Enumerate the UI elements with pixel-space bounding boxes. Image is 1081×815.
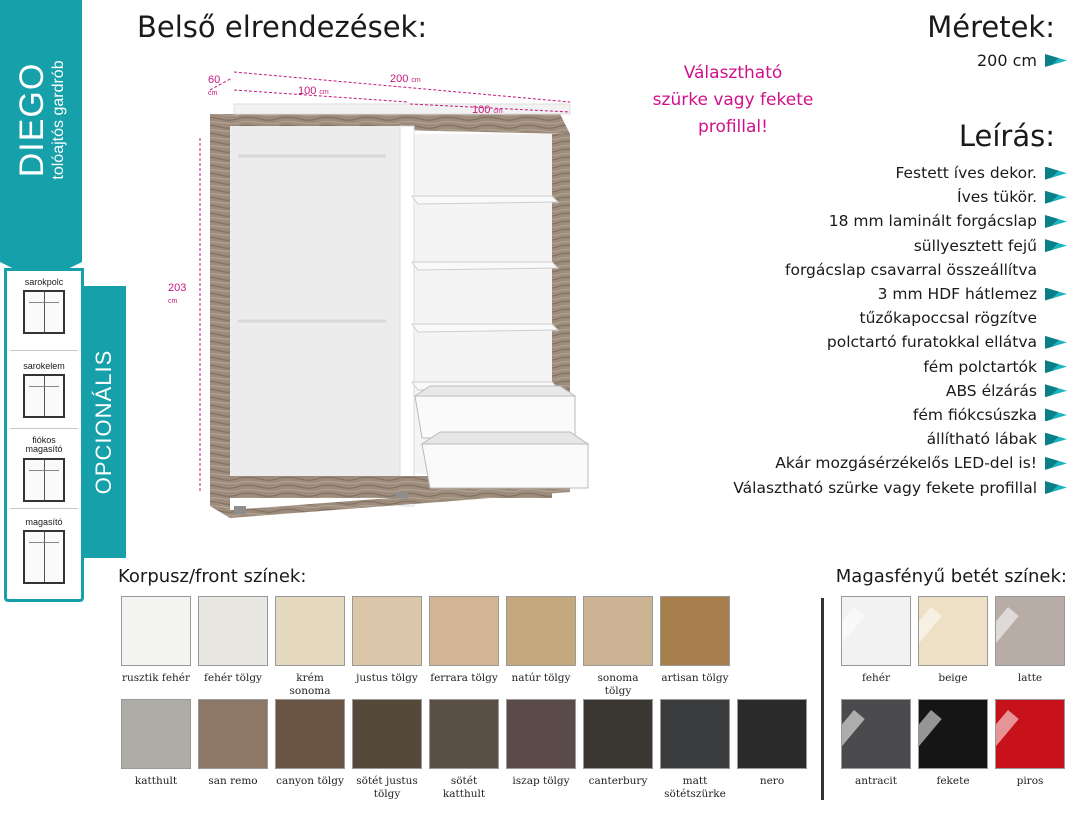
arrow-icon — [1045, 215, 1067, 228]
promo-line: profillal! — [698, 117, 768, 137]
color-name: justus tölgy — [356, 672, 418, 684]
brand-subtitle: tolóajtós gardrób — [50, 60, 67, 180]
color-swatch — [841, 699, 911, 788]
color-swatch — [918, 596, 988, 685]
profile-promo — [628, 60, 838, 141]
color-name: katthult — [134, 775, 178, 787]
dim-left-width-value: 100 — [298, 85, 317, 97]
divider — [10, 350, 78, 351]
color-name: fehér tölgy — [204, 672, 262, 684]
dim-right-width — [472, 104, 503, 116]
dim-unit: cm — [493, 108, 503, 115]
dim-unit: cm — [411, 77, 421, 84]
color-swatch — [121, 596, 191, 685]
layouts-title: Belső elrendezések: — [137, 10, 428, 44]
dim-total-width — [390, 73, 421, 85]
description-item-text: fém polctartók — [923, 357, 1037, 376]
optional-item-extension — [8, 518, 80, 584]
color-name: beige — [938, 672, 968, 684]
color-name: canyon tölgy — [276, 775, 344, 787]
color-name: natúr tölgy — [511, 672, 571, 684]
color-swatch — [918, 699, 988, 788]
optional-item-label: sarokpolc — [24, 277, 64, 287]
color-sample — [429, 699, 499, 769]
description-item-text: fém fiókcsúszka — [912, 405, 1037, 424]
color-swatch — [352, 699, 422, 801]
description-item-text: Festett íves dekor. — [895, 164, 1037, 183]
color-swatch — [506, 699, 576, 788]
description-item-text: 18 mm laminált forgácslap — [828, 212, 1037, 231]
description-list — [647, 161, 1067, 500]
description-item-text: polctartó furatokkal ellátva — [826, 333, 1037, 352]
color-swatch — [737, 699, 807, 788]
description-item-text: ABS élzárás — [945, 381, 1037, 400]
description-item — [647, 306, 1067, 330]
description-item — [647, 355, 1067, 379]
color-swatch — [660, 596, 730, 685]
optional-item-corner-unit — [8, 362, 80, 418]
description-item — [647, 185, 1067, 209]
optional-label: OPCIONÁLIS — [91, 349, 116, 495]
description-item — [647, 451, 1067, 475]
gloss-colors-title: Magasfényű betét színek: — [835, 566, 1067, 587]
optional-item-drawer-extension — [8, 436, 80, 502]
description-item — [647, 403, 1067, 427]
color-name: matt sötétszürke — [664, 775, 726, 800]
color-swatch — [429, 699, 499, 801]
color-sample — [660, 699, 730, 769]
color-name: fehér — [861, 672, 891, 684]
color-sample — [275, 596, 345, 666]
brand-name: DIEGO — [13, 62, 51, 178]
description-item-text: Választható szürke vagy fekete profillal — [733, 478, 1037, 497]
dim-height — [168, 282, 186, 306]
color-sample — [737, 699, 807, 769]
color-sample — [506, 699, 576, 769]
color-name: iszap tölgy — [512, 775, 570, 787]
description-item-text: tűzőkapoccsal rögzítve — [859, 309, 1037, 328]
size-row — [977, 51, 1067, 70]
color-sample — [583, 699, 653, 769]
color-sample — [121, 596, 191, 666]
divider — [10, 508, 78, 509]
arrow-icon — [1045, 54, 1067, 67]
divider — [10, 428, 78, 429]
color-swatch — [429, 596, 499, 685]
color-name: ferrara tölgy — [430, 672, 498, 684]
color-sample — [995, 699, 1065, 769]
section-divider — [821, 598, 824, 800]
color-sample — [660, 596, 730, 666]
description-item — [647, 234, 1067, 258]
color-swatch — [841, 596, 911, 685]
optional-tab — [82, 286, 126, 558]
arrow-icon — [1045, 384, 1067, 397]
color-sample — [198, 699, 268, 769]
color-name: piros — [1016, 775, 1044, 787]
color-sample — [841, 596, 911, 666]
optional-item-corner-shelf — [8, 278, 80, 334]
dim-right-width-value: 100 — [472, 104, 491, 116]
dim-unit: cm — [319, 89, 329, 96]
color-swatch — [995, 596, 1065, 685]
description-item-text: Íves tükör. — [957, 188, 1037, 207]
extension-icon — [23, 530, 65, 584]
description-item-text: 3 mm HDF hátlemez — [877, 285, 1037, 304]
color-name: krém sonoma — [289, 672, 331, 697]
description-item — [647, 475, 1067, 499]
color-swatch — [660, 699, 730, 801]
arrow-icon — [1045, 336, 1067, 349]
arrow-icon — [1045, 167, 1067, 180]
color-sample — [275, 699, 345, 769]
arrow-icon — [1045, 457, 1067, 470]
drawer-extension-icon — [23, 458, 65, 502]
description-title: Leírás: — [958, 119, 1055, 153]
color-sample — [429, 596, 499, 666]
color-name: fekete — [936, 775, 970, 787]
description-item — [647, 379, 1067, 403]
promo-line: szürke vagy fekete — [652, 90, 814, 110]
corpus-colors-title: Korpusz/front színek: — [118, 566, 307, 587]
wardrobe-drawing — [160, 60, 620, 520]
color-swatch — [198, 596, 268, 685]
color-swatch — [506, 596, 576, 685]
color-name: latte — [1017, 672, 1043, 684]
description-item-text: Akár mozgásérzékelős LED-del is! — [775, 454, 1037, 473]
color-sample — [121, 699, 191, 769]
promo-line: Választható — [683, 63, 783, 83]
dim-height-value: 203 — [168, 282, 187, 294]
arrow-icon — [1045, 288, 1067, 301]
dim-depth-value: 60 — [208, 74, 221, 86]
optional-item-label: fiókos magasító — [25, 435, 63, 455]
description-item — [647, 209, 1067, 233]
color-name: nero — [759, 775, 785, 787]
description-item-text: forgácslap csavarral összeállítva — [785, 260, 1037, 279]
color-sample — [198, 596, 268, 666]
description-item — [647, 258, 1067, 282]
description-item — [647, 161, 1067, 185]
description-item — [647, 330, 1067, 354]
color-name: rusztik fehér — [121, 672, 191, 684]
color-name: san remo — [208, 775, 258, 787]
dim-total-width-value: 200 — [390, 73, 409, 85]
color-name: antracit — [855, 775, 897, 787]
color-swatch — [275, 699, 345, 788]
color-swatch — [352, 596, 422, 685]
color-swatch — [583, 596, 653, 698]
color-sample — [918, 699, 988, 769]
brand-title — [0, 0, 82, 250]
description-item — [647, 282, 1067, 306]
color-sample — [918, 596, 988, 666]
color-swatch — [995, 699, 1065, 788]
color-swatch — [583, 699, 653, 788]
corner-unit-icon — [23, 374, 65, 418]
color-name: sonoma tölgy — [597, 672, 639, 697]
color-sample — [506, 596, 576, 666]
arrow-icon — [1045, 433, 1067, 446]
dim-depth — [208, 74, 220, 98]
color-name: sötét katthult — [442, 775, 486, 800]
color-name: sötét justus tölgy — [356, 775, 418, 800]
description-item — [647, 427, 1067, 451]
color-sample — [583, 596, 653, 666]
dim-unit: cm — [208, 90, 218, 97]
arrow-icon — [1045, 408, 1067, 421]
color-sample — [995, 596, 1065, 666]
wardrobe-illustration — [160, 60, 620, 520]
color-swatch — [275, 596, 345, 698]
optional-item-label: sarokelem — [23, 361, 65, 371]
size-value: 200 cm — [976, 51, 1037, 70]
arrow-icon — [1045, 360, 1067, 373]
color-name: canterbury — [588, 775, 648, 787]
color-name: artisan tölgy — [661, 672, 729, 684]
dim-unit: cm — [168, 298, 178, 305]
description-item-text: állítható lábak — [926, 430, 1037, 449]
color-swatch — [198, 699, 268, 788]
optional-item-label: magasító — [25, 517, 63, 527]
corner-shelf-icon — [23, 290, 65, 334]
arrow-icon — [1045, 239, 1067, 252]
arrow-icon — [1045, 191, 1067, 204]
optional-panel — [4, 268, 124, 598]
sizes-title: Méretek: — [927, 10, 1055, 44]
color-sample — [352, 596, 422, 666]
dim-left-width — [298, 85, 329, 97]
color-swatch — [121, 699, 191, 788]
arrow-icon — [1045, 481, 1067, 494]
color-sample — [841, 699, 911, 769]
color-sample — [352, 699, 422, 769]
description-item-text: süllyesztett fejű — [913, 236, 1037, 255]
